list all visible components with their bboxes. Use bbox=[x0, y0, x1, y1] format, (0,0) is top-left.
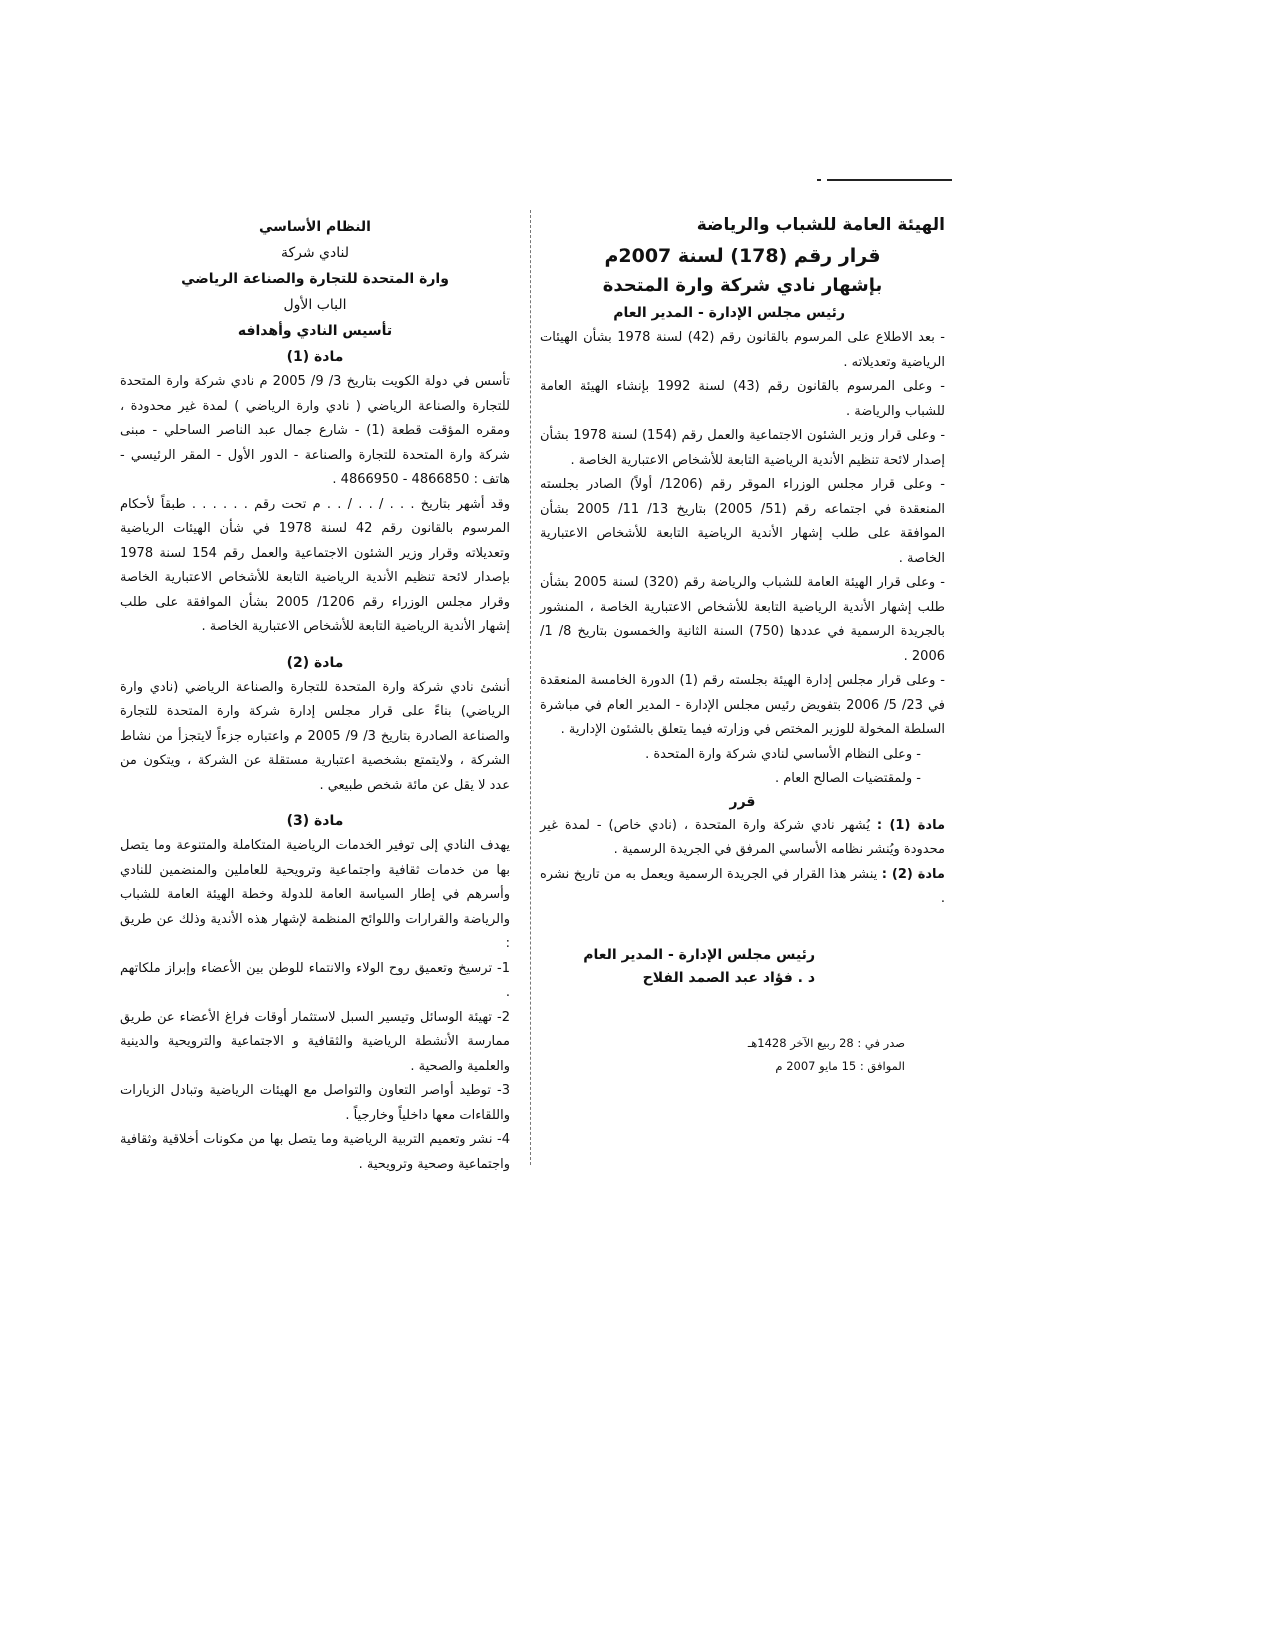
top-rule-dot bbox=[817, 179, 821, 181]
signature-name: د . فؤاد عبد الصمد الفلاح bbox=[642, 969, 815, 986]
recital: - وعلى قرار الهيئة العامة للشباب والرياضة رقم (320) لسنة 2005 بشأن طلب إشهار الأندية الرياضية التابعة للأشخاص الاعتبارية الخاصة ، المنشور بالجريدة الرسمية في عددها (750) السنة الثانية والخمسون بتاريخ 8/ 1/ 2006 . bbox=[540, 575, 946, 664]
recital: - وعلى قرار مجلس إدارة الهيئة بجلسته رقم (1) الدورة الخامسة المنعقدة في 23/ 5/ 2006 بتفويض رئيس مجلس الإدارة - المدير العام في مباشرة السلطة المخولة للوزير المختص في وزارته فيما يتعلق بالشئون الإدارية . bbox=[540, 673, 946, 737]
article-body: وقد أشهر بتاريخ . . . / . . / . . م تحت رقم . . . . . . طبقاً لأحكام المرسوم بالقانون رقم 42 لسنة 1978 في شأن الهيئات الرياضية وتعديلاته وقرار وزير الشئون الاجتماعية والعمل رقم 154 لسنة 1978 بإصدار لائحة تنظيم الأندية الرياضية التابعة للأشخاص الاعتبارية الخاصة وقرار مجلس الوزراء رقم 1206/ 2005 بشأن الموافقة على طلب إشهار الأندية الرياضية التابعة للأشخاص الاعتبارية الخاصة . bbox=[120, 496, 511, 634]
article-heading: مادة (3) bbox=[286, 813, 344, 829]
decision-article bbox=[540, 814, 945, 863]
recital: - وعلى النظام الأساسي لنادي شركة وارة المتحدة . bbox=[645, 746, 921, 762]
top-rule bbox=[827, 179, 952, 181]
company-name: وارة المتحدة للتجارة والصناعة الرياضي bbox=[181, 271, 449, 287]
article-text: ينشر هذا القرار في الجريدة الرسمية ويعمل به من تاريخ نشره . bbox=[540, 866, 945, 906]
goal-item: 4- نشر وتعميم التربية الرياضية وما يتصل بها من مكونات أخلاقية وثقافية واجتماعية وصحية وترويحية . bbox=[120, 1132, 510, 1172]
goal-item: 3- توطيد أواصر التعاون والتواصل مع الهيئات الرياضية وتبادل الزيارات واللقاءات معها داخلياً وخارجياً . bbox=[120, 1083, 510, 1123]
statute-subtitle: لنادي شركة bbox=[280, 245, 350, 261]
article-label: مادة (1) : bbox=[876, 817, 945, 833]
chapter-title: تأسيس النادي وأهدافه bbox=[237, 323, 393, 339]
goal-item: 2- تهيئة الوسائل وتيسير السبل لاستثمار أوقات فراغ الأعضاء عن طريق ممارسة الأنشطة الرياضية والثقافية و الاجتماعية والترويحية والدينية والعلمية والصحية . bbox=[120, 1009, 510, 1074]
signature-block bbox=[540, 944, 945, 990]
signature-title: رئيس مجلس الإدارة - المدير العام bbox=[583, 946, 815, 963]
issued-word: قرر bbox=[729, 793, 756, 810]
statute-title: النظام الأساسي bbox=[259, 219, 371, 235]
recital: - وعلى المرسوم بالقانون رقم (43) لسنة 1992 بإنشاء الهيئة العامة للشباب والرياضة . bbox=[540, 379, 945, 419]
statute-column bbox=[120, 214, 510, 1177]
chair-heading: رئيس مجلس الإدارة - المدير العام bbox=[613, 305, 845, 321]
article-text: يُشهر نادي شركة وارة المتحدة ، (نادي خاص) - لمدة غير محدودة ويُنشر نظامه الأساسي المرفق في الجريدة الرسمية . bbox=[540, 817, 945, 857]
date-block bbox=[540, 1032, 945, 1078]
decision-title: قرار رقم (178) لسنة 2007م bbox=[604, 245, 881, 267]
chapter-heading: الباب الأول bbox=[283, 297, 347, 313]
column-divider bbox=[530, 210, 531, 1165]
article-body: أنشئ نادي شركة وارة المتحدة للتجارة والصناعة الرياضي (نادي وارة الرياضي) بناءً على قرار مجلس إدارة شركة وارة المتحدة للتجارة والصناعة الصادرة بتاريخ 3/ 9/ 2005 م واعتباره جزءاً لايتجزأ من نشاط الشركة ، ولايتمتع بشخصية اعتبارية مستقلة عن الشركة ، ويتكون من عدد لا يقل عن مائة شخص طبيعي . bbox=[120, 679, 511, 793]
goal-item: 1- ترسيخ وتعميق روح الولاء والانتماء للوطن بين الأعضاء وإبراز ملكاتهم . bbox=[120, 960, 510, 1000]
article-heading: مادة (2) bbox=[286, 654, 344, 671]
decision-article bbox=[540, 863, 945, 912]
recital: - بعد الاطلاع على المرسوم بالقانون رقم (42) لسنة 1978 بشأن الهيئات الرياضية وتعديلاته . bbox=[540, 330, 945, 370]
authority-name: الهيئة العامة للشباب والرياضة bbox=[696, 215, 945, 235]
article-label: مادة (2) : bbox=[881, 866, 945, 882]
decision-column bbox=[540, 212, 945, 1078]
recital: - ولمقتضيات الصالح العام . bbox=[774, 771, 921, 786]
article-body: يهدف النادي إلى توفير الخدمات الرياضية المتكاملة والمتنوعة وما يتصل بها من خدمات ثقافية واجتماعية وترويحية للعاملين والمنضمين للنادي وأسرهم في إطار السياسة العامة للدولة وخطة الهيئة العامة للشباب والرياضة والقرارات واللوائح المنظمة لإشهار هذه الأندية وذلك عن طريق : bbox=[120, 838, 510, 951]
article-body: تأسس في دولة الكويت بتاريخ 3/ 9/ 2005 م نادي شركة وارة المتحدة للتجارة والصناعة الرياضي ( نادي وارة الرياضي ) لمدة غير محدودة ، ومقره المؤقت قطعة (1) - شارع جمال عبد الناصر الساحلي - مبنى شركة وارة المتحدة للتجارة والصناعة - الدور الأول - المقر الرئيسي - هاتف : 4866850 - 4866950 . bbox=[120, 374, 510, 487]
recital: - وعلى قرار وزير الشئون الاجتماعية والعمل رقم (154) لسنة 1978 بشأن إصدار لائحة تنظيم الأندية الرياضية التابعة للأشخاص الاعتبارية الخاصة . bbox=[540, 428, 946, 468]
corresponding-date: الموافق : 15 مايو 2007 م bbox=[775, 1058, 905, 1073]
issued-date: صدر في : 28 ربيع الآخر 1428هـ bbox=[747, 1035, 905, 1050]
article-heading: مادة (1) bbox=[286, 349, 344, 365]
recital: - وعلى قرار مجلس الوزراء الموقر رقم (1206/ أولاً) الصادر بجلسته المنعقدة في اجتماعه رقم (51/ 2005) بتاريخ 13/ 11/ 2005 بشأن الموافقة على طلب إشهار الأندية الرياضية التابعة للأشخاص الاعتبارية الخاصة . bbox=[540, 477, 946, 566]
decision-subject: بإشهار نادي شركة وارة المتحدة bbox=[602, 275, 883, 296]
